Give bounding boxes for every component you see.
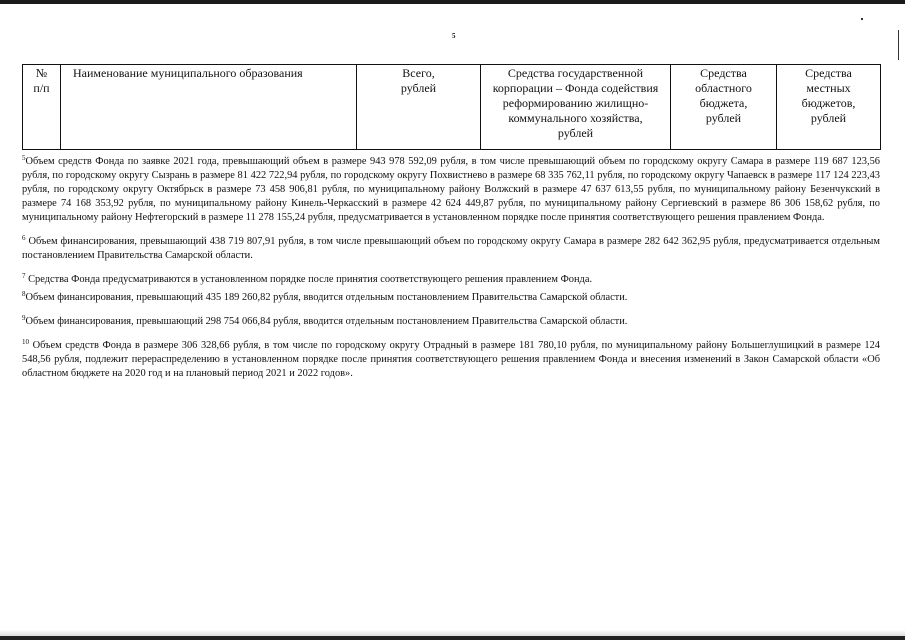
table-header-row [23,65,881,150]
header-municipality: Наименование муниципального образования [61,65,357,150]
page-number: 5 [452,32,456,40]
header-number: № п/п [23,65,61,150]
scan-mark [861,18,863,20]
footnote [22,339,880,381]
footnote [22,155,880,225]
footnote-number: 6 [22,234,26,242]
footnote-text: Объем средств Фонда по заявке 2021 года, превышающий объем в размере 943 978 592,09 рубля, в том числе превышающий объем по городскому округу Самара в размере 119 687 123,56 рубля, по городскому округу Сызрань в размере 81 422 722,94 рубля, по городскому округу Похвистнево в размере 68 335 762,11 рубля, по городскому округу Чапаевск в размере 117 124 223,43 рубля, по городскому округу Октябрьск в размере 73 458 906,81 рубля, по муниципальному району Волжский в размере 47 637 613,55 рубля, по муниципальному району Безенчукский в размере 74 168 353,92 рубля, по муниципальному району Кинель-Черкасский в размере 42 624 449,87 рубля, по муниципальному району Сергиевский в размере 86 306 158,62 рубля, по муниципальному району Нефтегорский в размере 11 278 155,24 рубля, предусматривается в установленном порядке после принятия соответствующего решения правлением Фонда. [22,156,880,223]
bottom-border [0,636,905,640]
header-local: Средства местных бюджетов, рублей [777,65,881,150]
scan-mark [898,30,899,60]
footnote [22,315,880,329]
footnote-number: 9 [22,314,26,322]
footnote-text: Объем финансирования, превышающий 435 189 260,82 рубля, вводится отдельным постановлением Правительства Самарской области. [25,292,628,303]
footnote [22,291,880,305]
footnote [22,273,880,287]
footnote-text: Объем средств Фонда в размере 306 328,66 рубля, в том числе по городскому округу Отрадный в размере 181 780,10 рубля, по муниципальному району Большеглушицкий в размере 124 548,56 рубля, подлежит перераспределению в установленном порядке после принятия соответствующего решения правлением Фонда и внесения изменений в Закон Самарской области «Об областном бюджете на 2020 год и на плановый период 2021 и 2022 годов». [22,340,880,379]
footnote-number: 5 [22,154,26,162]
footnote-number: 7 [22,272,26,280]
header-total: Всего, рублей [357,65,481,150]
header-regional: Средства областного бюджета, рублей [671,65,777,150]
footnote-text: Средства Фонда предусматриваются в установленном порядке после принятия соответствующего решения правлением Фонда. [28,274,593,285]
footnotes [22,155,880,381]
top-border [0,0,905,4]
header-table [22,64,881,150]
header-fund: Средства государственной корпорации – Фонда содействия реформированию жилищно- коммунального хозяйства, рублей [481,65,671,150]
footnote-text: Объем финансирования, превышающий 438 719 807,91 рубля, в том числе превышающий объем по городскому округу Самара в размере 282 642 362,95 рубля, предусматривается отдельным постановлением Правительства Самарской области. [22,236,880,261]
footnote-number: 10 [22,338,29,346]
footnote-text: Объем финансирования, превышающий 298 754 066,84 рубля, вводится отдельным постановлением Правительства Самарской области. [25,316,628,327]
footnote [22,235,880,263]
footnote-number: 8 [22,290,26,298]
